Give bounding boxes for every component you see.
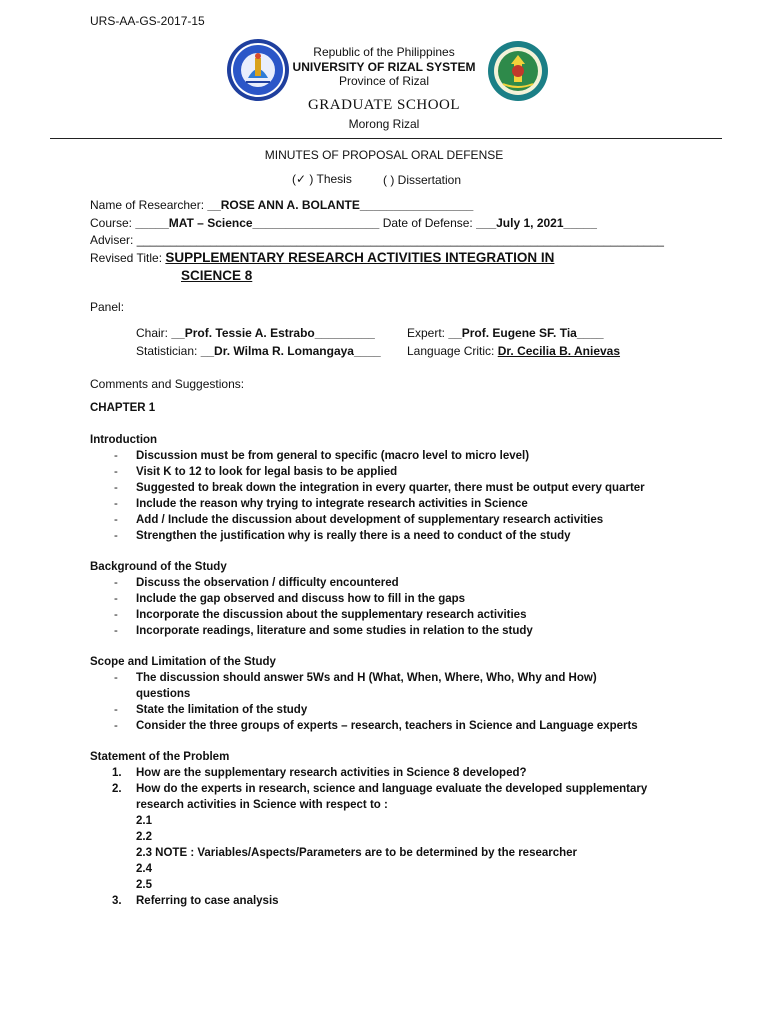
introduction-heading: Introduction xyxy=(90,434,158,446)
chair-value: __Prof. Tessie A. Estrabo_________ xyxy=(171,326,375,340)
expert-value: __Prof. Eugene SF. Tia____ xyxy=(448,326,604,340)
sub-item xyxy=(0,847,768,863)
list-item-text: questions xyxy=(136,688,191,700)
problem-text: How are the supplementary research activities in Science 8 developed? xyxy=(136,767,527,779)
graduate-school-heading: GRADUATE SCHOOL xyxy=(307,97,461,113)
dash-bullet: - xyxy=(114,482,118,494)
problem-number: 2. xyxy=(112,783,122,795)
course-label: Course: xyxy=(90,216,133,230)
list-item xyxy=(0,514,768,530)
dash-bullet: - xyxy=(114,577,118,589)
sub-item-text: 2.1 xyxy=(136,815,152,827)
statistician-value: __Dr. Wilma R. Lomangaya____ xyxy=(200,344,381,358)
course-value: _____MAT – Science___________________ xyxy=(135,216,380,230)
sub-item-text: 2.4 xyxy=(136,863,152,875)
list-item-text: Incorporate the discussion about the supplementary research activities xyxy=(136,609,527,621)
date-label: Date of Defense: xyxy=(382,216,473,230)
problem-item xyxy=(0,783,768,799)
scope-list xyxy=(0,672,768,736)
republic-line: Republic of the Philippines xyxy=(313,45,455,59)
sub-item xyxy=(0,879,768,895)
document-title: MINUTES OF PROPOSAL ORAL DEFENSE xyxy=(264,148,504,162)
list-item xyxy=(0,593,768,609)
problem-item xyxy=(0,767,768,783)
expert-label: Expert: xyxy=(407,326,446,340)
statistician-row xyxy=(136,344,381,358)
adviser-label: Adviser: xyxy=(90,233,134,247)
list-item xyxy=(0,466,768,482)
list-item-text: Suggested to break down the integration in every quarter, there must be output every quarter xyxy=(136,482,645,494)
campus-line: Morong Rizal xyxy=(348,117,420,131)
problem-heading: Statement of the Problem xyxy=(90,751,230,763)
dash-bullet: - xyxy=(114,450,118,462)
dash-bullet: - xyxy=(114,672,118,684)
dash-bullet: - xyxy=(114,530,118,542)
list-item xyxy=(0,482,768,498)
comments-label: Comments and Suggestions: xyxy=(90,377,245,391)
dash-bullet: - xyxy=(114,609,118,621)
problem-list xyxy=(0,767,768,911)
statistician-label: Statistician: xyxy=(136,344,198,358)
dash-bullet: - xyxy=(114,466,118,478)
critic-value: Dr. Cecilia B. Anievas xyxy=(497,344,621,358)
list-item xyxy=(0,498,768,514)
list-item-text: Include the gap observed and discuss how to fill in the gaps xyxy=(136,593,466,605)
list-item-text: Visit K to 12 to look for legal basis to be applied xyxy=(136,466,398,478)
sub-item-text: 2.5 xyxy=(136,879,152,891)
adviser-row xyxy=(90,233,664,247)
list-item-continuation xyxy=(0,688,768,704)
list-item-text: Consider the three groups of experts – research, teachers in Science and Language experts xyxy=(136,720,638,732)
dash-bullet: - xyxy=(114,625,118,637)
document-code: URS-AA-GS-2017-15 xyxy=(90,14,205,28)
list-item-text: Discuss the observation / difficulty encountered xyxy=(136,577,399,589)
expert-row xyxy=(407,326,604,340)
dash-bullet: - xyxy=(114,720,118,732)
list-item xyxy=(0,450,768,466)
list-item-text: Discussion must be from general to specific (macro level to micro level) xyxy=(136,450,530,462)
list-item-text: Incorporate readings, literature and some studies in relation to the study xyxy=(136,625,533,637)
critic-row xyxy=(407,344,620,358)
dash-bullet: - xyxy=(114,498,118,510)
problem-text: How do the experts in research, science and language evaluate the developed supplementary xyxy=(136,783,648,795)
list-item-text: Add / Include the discussion about development of supplementary research activities xyxy=(136,514,604,526)
chapter-heading: CHAPTER 1 xyxy=(90,402,156,414)
revised-title-row xyxy=(90,250,554,265)
dash-bullet: - xyxy=(114,593,118,605)
province-line: Province of Rizal xyxy=(338,74,430,88)
list-item xyxy=(0,577,768,593)
sub-item xyxy=(0,815,768,831)
sub-item xyxy=(0,863,768,879)
researcher-label: Name of Researcher: xyxy=(90,198,205,212)
list-item xyxy=(0,672,768,688)
researcher-value: __ROSE ANN A. BOLANTE_________________ xyxy=(207,198,474,212)
sub-item xyxy=(0,831,768,847)
problem-number: 3. xyxy=(112,895,122,907)
list-item xyxy=(0,704,768,720)
sub-item-text: 2.2 xyxy=(136,831,152,843)
list-item-text: The discussion should answer 5Ws and H (What, When, Where, Who, Why and How) xyxy=(136,672,597,684)
list-item xyxy=(0,625,768,641)
chair-label: Chair: xyxy=(136,326,169,340)
researcher-row xyxy=(90,198,473,212)
critic-label: Language Critic: xyxy=(407,344,495,358)
list-item-text: Include the reason why trying to integrate research activities in Science xyxy=(136,498,528,510)
problem-item xyxy=(0,895,768,911)
thesis-option: (✓ ) Thesis xyxy=(292,172,352,186)
revised-title-line1: SUPPLEMENTARY RESEARCH ACTIVITIES INTEGRATION IN xyxy=(165,250,555,265)
dash-bullet: - xyxy=(114,704,118,716)
problem-item-continuation xyxy=(0,799,768,815)
adviser-value: _______________________________________________________________________________ xyxy=(136,233,664,247)
date-value: ___July 1, 2021_____ xyxy=(476,216,597,230)
chair-row xyxy=(136,326,375,340)
list-item xyxy=(0,720,768,736)
panel-label: Panel: xyxy=(90,300,125,314)
list-item-text: Strengthen the justification why is really there is a need to conduct of the study xyxy=(136,530,571,542)
revised-title-label: Revised Title: xyxy=(90,251,163,265)
background-heading: Background of the Study xyxy=(90,561,227,573)
revised-title-line2-text: SCIENCE 8 xyxy=(181,268,253,283)
list-item xyxy=(0,609,768,625)
revised-title-line2 xyxy=(181,267,252,285)
sub-item-text: 2.3 NOTE : Variables/Aspects/Parameters are to be determined by the researcher xyxy=(136,847,578,859)
header-divider xyxy=(50,138,722,139)
dash-bullet: - xyxy=(114,514,118,526)
background-list xyxy=(0,577,768,641)
dissertation-option: ( ) Dissertation xyxy=(383,173,462,187)
problem-text: Referring to case analysis xyxy=(136,895,279,907)
list-item-text: State the limitation of the study xyxy=(136,704,308,716)
university-name: UNIVERSITY OF RIZAL SYSTEM xyxy=(292,60,476,74)
introduction-list xyxy=(0,450,768,546)
problem-text: research activities in Science with respect to : xyxy=(136,799,388,811)
problem-number: 1. xyxy=(112,767,122,779)
list-item xyxy=(0,530,768,546)
course-row xyxy=(90,216,597,230)
scope-heading: Scope and Limitation of the Study xyxy=(90,656,276,668)
